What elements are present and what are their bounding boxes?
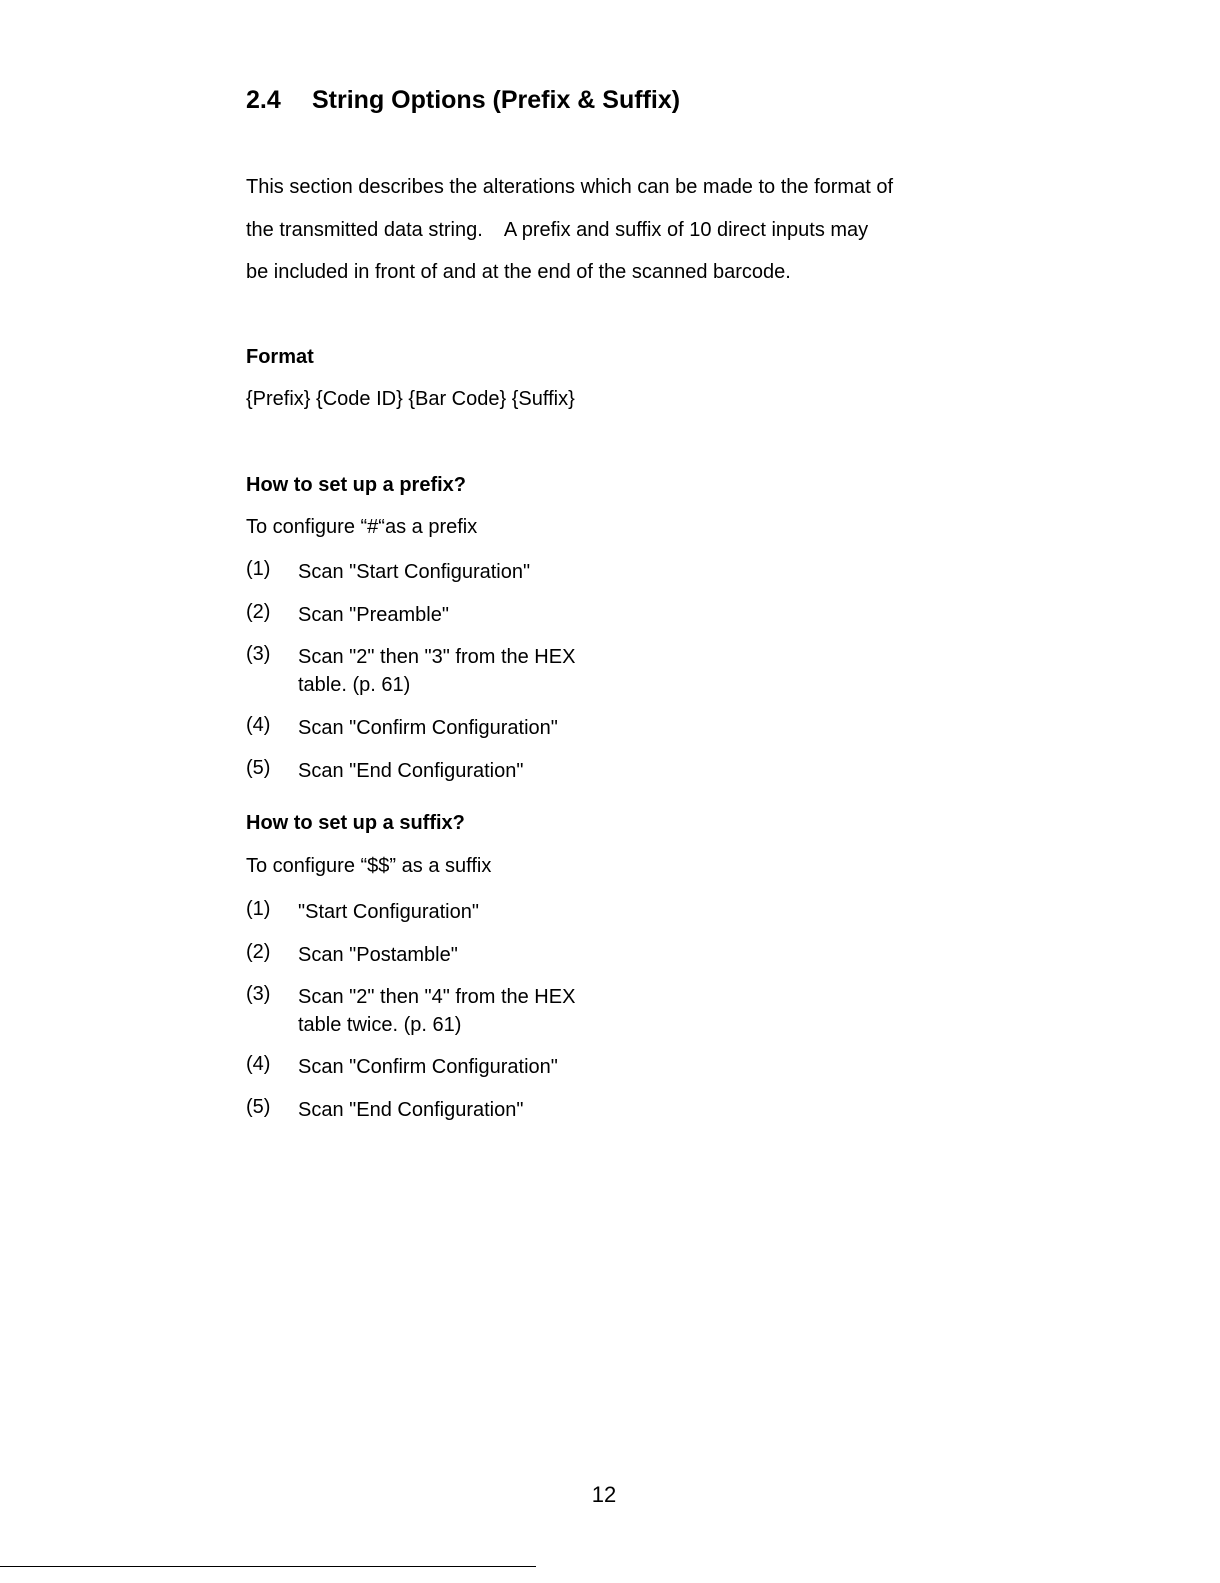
step-number: (3) — [246, 643, 271, 665]
prefix-heading: How to set up a prefix? — [246, 474, 467, 496]
suffix-heading: How to set up a suffix? — [246, 812, 465, 834]
section-heading — [246, 86, 680, 115]
format-value: {Prefix} {Code ID} {Bar Code} {Suffix} — [246, 388, 575, 410]
step-number: (3) — [246, 983, 271, 1005]
step-text: Scan "Postamble" — [298, 944, 458, 966]
step-number: (1) — [246, 558, 271, 580]
step-text: Scan "Confirm Configuration" — [298, 717, 558, 739]
step-number: (2) — [246, 601, 271, 623]
page-number: 12 — [591, 1482, 617, 1507]
section-title: String Options (Prefix & Suffix) — [312, 86, 681, 114]
step-number: (5) — [246, 757, 271, 779]
step-text: Scan "End Configuration" — [298, 760, 524, 782]
step-text: Scan "2" then "3" from the HEX table. (p. 61) — [298, 646, 576, 696]
footer-rule — [0, 1566, 536, 1567]
step-text: Scan "2" then "4" from the HEX table twice. (p. 61) — [298, 986, 576, 1036]
step-text: Scan "End Configuration" — [298, 1099, 524, 1121]
step-number: (2) — [246, 941, 271, 963]
step-text: Scan "Preamble" — [298, 604, 449, 626]
step-number: (4) — [246, 1053, 271, 1075]
step-number: (5) — [246, 1096, 271, 1118]
intro-line-3: be included in front of and at the end of the scanned barcode. — [246, 261, 791, 283]
step-number: (1) — [246, 898, 271, 920]
section-number: 2.4 — [246, 86, 281, 114]
suffix-description: To configure “$$” as a suffix — [246, 855, 492, 877]
format-heading: Format — [246, 346, 314, 368]
step-text: "Start Configuration" — [298, 901, 479, 923]
step-text: Scan "Start Configuration" — [298, 561, 531, 583]
prefix-description: To configure “#“as a prefix — [246, 516, 478, 538]
step-number: (4) — [246, 714, 271, 736]
step-text: Scan "Confirm Configuration" — [298, 1056, 558, 1078]
intro-line-1: This section describes the alterations which can be made to the format of — [246, 176, 894, 198]
intro-line-2: the transmitted data string. A prefix and suffix of 10 direct inputs may — [246, 219, 869, 241]
